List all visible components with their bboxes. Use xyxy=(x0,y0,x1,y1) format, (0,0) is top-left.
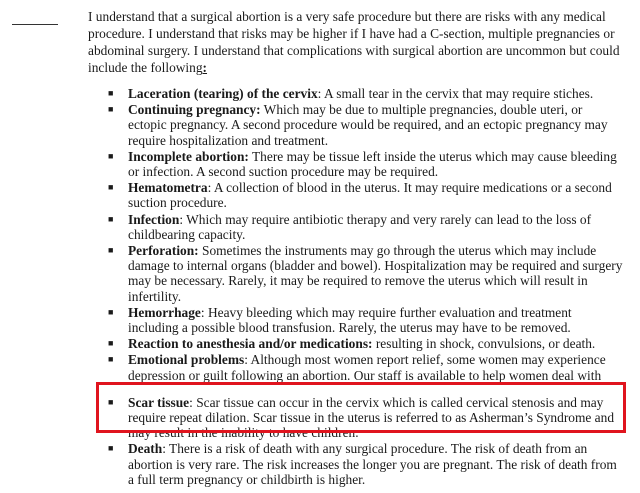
item-desc: Scar tissue can occur in the cervix which is called cervical stenosis and may require repeat dilation. Scar tissue in the uterus is referred to as Asherman’s Syndrome and may result in the inability to have children. xyxy=(128,394,615,441)
item-sep: : xyxy=(244,352,248,368)
item-sep: : xyxy=(207,180,212,196)
bullet-icon: ■ xyxy=(108,245,114,256)
complications-list xyxy=(104,86,624,488)
bullet-icon: ■ xyxy=(108,354,114,365)
bullet-icon: ■ xyxy=(108,443,114,454)
item-term: Hemorrhage xyxy=(128,304,201,320)
bullet-icon: ■ xyxy=(108,104,114,115)
list-item-incomplete-abortion xyxy=(104,149,624,179)
item-desc: resulting in shock, convulsions, or death. xyxy=(372,336,596,352)
list-item-hemorrhage xyxy=(104,305,624,335)
item-sep: : xyxy=(317,86,322,101)
item-term: Hematometra xyxy=(128,180,208,196)
item-term: Reaction to anesthesia and/or medications: xyxy=(128,336,373,352)
list-item-continuing-pregnancy xyxy=(104,102,624,148)
list-item-perforation xyxy=(104,243,624,304)
item-term: Perforation: xyxy=(128,243,199,259)
bullet-icon: ■ xyxy=(108,213,114,224)
item-desc: Which may require antibiotic therapy and very rarely can lead to the loss of childbearing capacity. xyxy=(128,211,592,242)
bullet-icon: ■ xyxy=(108,338,114,349)
item-desc: A small tear in the cervix that may require stiches. xyxy=(321,86,594,101)
bullet-icon: ■ xyxy=(108,150,114,161)
bullet-icon: ■ xyxy=(108,396,114,407)
list-item-death xyxy=(104,441,624,487)
item-sep: : xyxy=(162,441,166,457)
item-desc: Sometimes the instruments may go through the uterus which may include damage to internal organs (bladder and bowel). Hospitalization may be required and surgery may be necessary. Rarely, it may be required to remove the uterus which will result in infertility. xyxy=(128,243,623,304)
bullet-icon: ■ xyxy=(108,182,114,193)
item-sep: : xyxy=(179,211,184,227)
list-item-laceration xyxy=(104,86,624,101)
list-item-hematometra xyxy=(104,180,624,210)
item-desc: Although most women report relief, some women may experience depression or guilt following an abortion. Our staff is available to help women deal with xyxy=(128,352,606,383)
item-desc: There may be tissue left inside the uterus which may cause bleeding or infection. A second suction procedure may be required. xyxy=(128,148,617,180)
list-item-infection xyxy=(104,212,624,242)
item-term: Death xyxy=(128,441,163,457)
item-desc: There is a risk of death with any surgical procedure. The risk of death from an abortion is very rare. The risk increases the longer you are pregnant. The risk of death from a full term pregnancy or childbirth is higher. xyxy=(128,441,617,487)
intro-text: I understand that a surgical abortion is a very safe procedure but there are risks with any medical procedure. I understand that risks may be higher if I have had a C-section, multiple pregnancies or abdominal surgery. I understand that complications with surgical abortion are uncommon but could include the following xyxy=(88,9,620,75)
bullet-icon: ■ xyxy=(108,88,114,98)
initials-blank-line xyxy=(12,24,58,25)
item-term: Incomplete abortion: xyxy=(128,148,249,164)
list-item-emotional-problems xyxy=(104,352,624,382)
item-desc: Which may be due to multiple pregnancies, double uteri, or ectopic pregnancy. A second procedure would be required, and an ectopic pregnancy may require hospitalization and treatment. xyxy=(128,102,608,148)
item-desc: A collection of blood in the uterus. It may require medications or a second suction procedure. xyxy=(128,180,612,211)
intro-colon: : xyxy=(202,60,208,75)
item-term: Emotional problems xyxy=(128,352,245,368)
list-item-scar-tissue xyxy=(104,395,624,441)
bullet-icon: ■ xyxy=(108,306,114,317)
intro-paragraph xyxy=(88,8,623,76)
item-term: Scar tissue xyxy=(128,394,190,410)
item-desc: Heavy bleeding which may require further evaluation and treatment including a possible blood transfusion. Rarely, the uterus may have to be removed. xyxy=(128,304,572,336)
item-term: Laceration (tearing) of the cervix xyxy=(128,86,318,101)
item-term: Continuing pregnancy: xyxy=(128,102,261,118)
item-sep: : xyxy=(189,394,193,410)
item-sep: : xyxy=(200,304,205,320)
list-item-anesthesia-reaction xyxy=(104,336,624,351)
item-term: Infection xyxy=(128,211,180,227)
